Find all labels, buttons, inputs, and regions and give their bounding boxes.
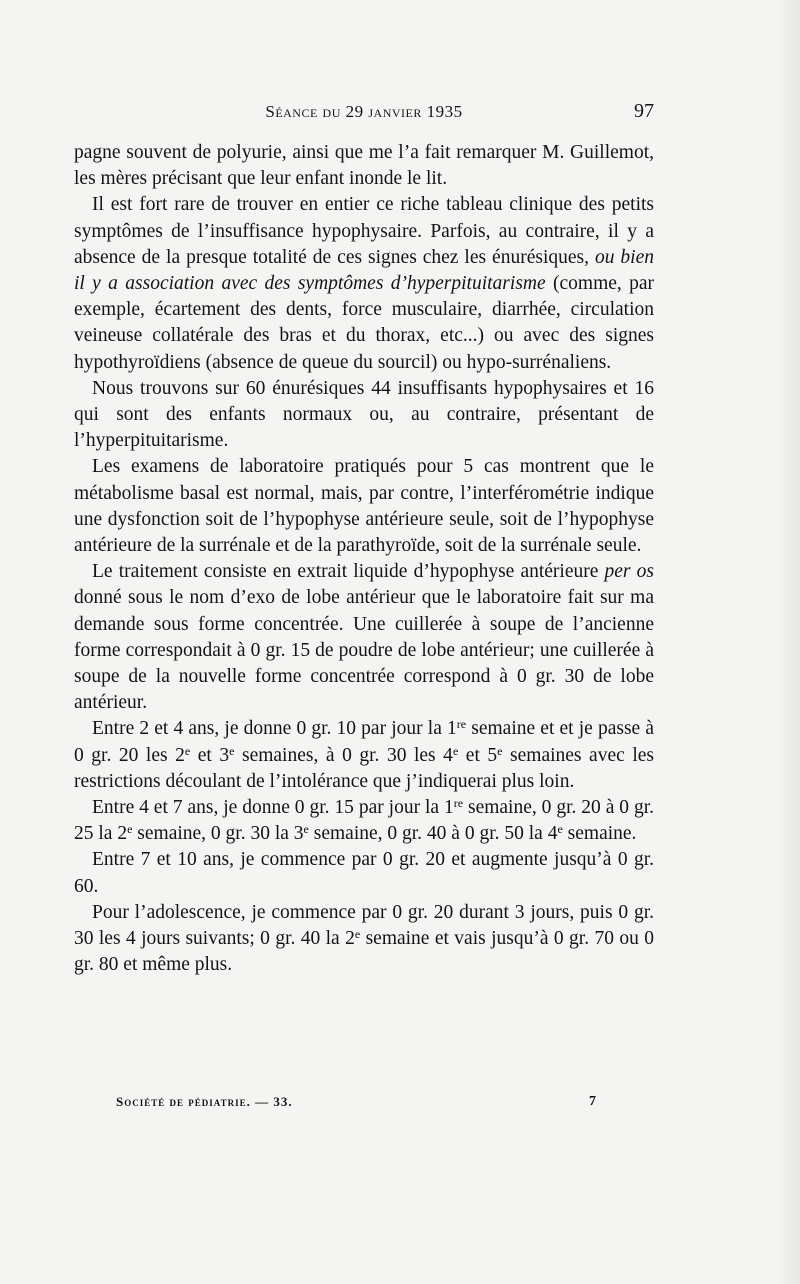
page-edge-shadow <box>778 0 800 1284</box>
paragraph-9 <box>74 900 654 979</box>
paragraph-text: (comme, par exemple, écartement des dents, force musculaire, diarrhée, circulation veineuse collatérale des bras et du thorax, etc...) ou avec des signes hypothyroïdiens (absence de queue du sourcil) ou hypo-surrénaliens. <box>74 273 655 373</box>
paragraph-text: semaine, 0 gr. 30 la 3 <box>132 823 304 845</box>
paragraph-text: Le traitement consiste en extrait liquide d’hypophyse antérieure <box>92 561 605 583</box>
paragraph-3 <box>74 376 654 455</box>
paragraph-text: Entre 4 et 7 ans, je donne 0 gr. 15 par jour la 1 <box>92 797 454 819</box>
paragraph-7 <box>74 795 654 847</box>
paragraph-text: et 3 <box>190 744 230 766</box>
paragraph-text: pagne souvent de polyurie, ainsi que me l’a fait remarquer M. Guillemot, les mères précisant que leur enfant inonde le lit. <box>74 142 654 190</box>
paragraph-text: et 5 <box>458 744 498 766</box>
ordinal-suffix: e <box>229 743 235 758</box>
paragraph-5 <box>74 559 654 716</box>
italic-phrase: ou bien il y a association avec des symptômes d’hyperpituitarisme <box>74 246 654 295</box>
paragraph-text: donné sous le nom d’exo de lobe antérieur que le laboratoire fait sur ma demande sous forme concentrée. Une cuillerée à soupe de l’ancienne forme correspondait à 0 gr. 15 de poudre de lobe antérieur; une cuillerée à soupe de la nouvelle forme concentrée correspond à 0 gr. 30 de lobe antérieur. <box>74 587 654 714</box>
paragraph-text: Il est fort rare de trouver en entier ce riche tableau clinique des petits symptômes de l’insuffisance hypophysaire. Parfois, au contraire, il y a absence de la presque totalité de ces signes chez les énurésiques, <box>74 194 654 268</box>
paragraph-text: semaine, 0 gr. 40 à 0 gr. 50 la 4 <box>308 823 558 845</box>
running-header <box>74 100 654 130</box>
ordinal-suffix: e <box>557 822 563 837</box>
paragraph-text: semaine. <box>562 823 637 845</box>
ordinal-suffix: re <box>456 717 467 732</box>
ordinal-suffix: e <box>354 927 361 942</box>
paragraph-4 <box>74 454 654 559</box>
body-text <box>74 140 654 979</box>
ordinal-suffix: e <box>497 743 503 758</box>
paragraph-text: Pour l’adolescence, je commence par 0 gr. 20 durant 3 jours, puis 0 gr. 30 les 4 jours suivants; 0 gr. 40 la 2 <box>74 901 654 950</box>
paragraph-2 <box>74 192 654 375</box>
running-title: Séance du 29 janvier 1935 <box>265 102 463 121</box>
italic-phrase: per os <box>604 561 654 583</box>
paragraph-text: Nous trouvons sur 60 énurésiques 44 insuffisants hypophysaires et 16 qui sont des enfants normaux ou, au contraire, présentant de l’hyperpituitarisme. <box>74 377 654 452</box>
page-footer <box>116 1094 596 1118</box>
signature-mark: Société de pédiatrie. — 33. <box>116 1094 293 1109</box>
ordinal-suffix: e <box>184 743 191 758</box>
ordinal-suffix: e <box>303 822 309 837</box>
paragraph-text: semaines, à 0 gr. 30 les 4 <box>234 744 453 766</box>
ordinal-suffix: e <box>452 743 459 758</box>
paragraph-text: semaine, 0 gr. 20 à 0 gr. 25 la 2 <box>74 797 654 845</box>
ordinal-suffix: re <box>453 796 464 811</box>
sheet-number: 7 <box>589 1094 596 1109</box>
paragraph-text: Entre 2 et 4 ans, je donne 0 gr. 10 par jour la 1 <box>92 718 457 740</box>
paragraph-text: semaine et vais jusqu’à 0 gr. 70 ou 0 gr. 80 et même plus. <box>74 928 654 976</box>
paragraph-8 <box>74 847 654 899</box>
paragraph-1 <box>74 140 654 192</box>
paragraph-6 <box>74 716 654 795</box>
ordinal-suffix: e <box>127 822 133 837</box>
page-number: 97 <box>634 100 654 122</box>
paragraph-text: semaine et et je passe à 0 gr. 20 les 2 <box>74 718 655 766</box>
paragraph-text: semaines avec les restrictions découlant de l’intolérance que j’indiquerai plus loin. <box>74 744 654 792</box>
paragraph-text: Les examens de laboratoire pratiqués pour 5 cas montrent que le métabolisme basal est normal, mais, par contre, l’interférométrie indique une dysfonction soit de l’hypophyse antérieure seule, soit de l’hypophyse antérieure de la surrénale et de la parathyroïde, soit de la surrénale seule. <box>74 456 654 557</box>
paragraph-text: Entre 7 et 10 ans, je commence par 0 gr. 20 et augmente jusqu’à 0 gr. 60. <box>74 849 654 897</box>
